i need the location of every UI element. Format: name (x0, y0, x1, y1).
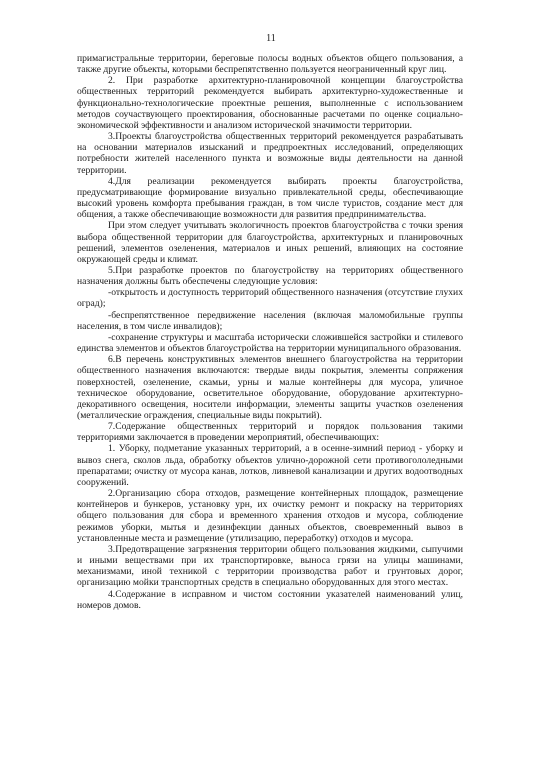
paragraph-item-7-maintenance: 7.Содержание общественных территорий и порядок пользования такими территориями заключается в проведении мероприятий, обеспечивающих: (77, 421, 463, 444)
list-item-heritage: -сохранение структуры и масштаба исторически сложившейся застройки и стилевого единства элементов и объектов благоустройства на территории муниципального образования. (77, 331, 463, 355)
list-item-openness: -открытость и доступность территорий общественного назначения (отсутствие глухих оград); (77, 287, 463, 310)
list-item-free-movement: -беспрепятственное передвижение населения (включая маломобильные группы населения, в том числе инвалидов); (77, 309, 463, 332)
paragraph-item-6-elements: 6.В перечень конструктивных элементов внешнего благоустройства на территории общественного назначения включаются: твердые виды покрытия, элементы сопряжения поверхностей, озеленение, скамьи, урны и малые контейнеры для мусора, уличное техническое оборудование, осветительное оборудование, оборудование архитектурно-декоративного освещения, носители информации, элементы защиты участков озеленения (металлические ограждения, специальные виды покрытий). (77, 354, 463, 421)
paragraph-item-5-conditions: 5.При разработке проектов по благоустройству на территориях общественного назначения должны быть обеспечены следующие условия: (77, 264, 463, 288)
paragraph-ecology: При этом следует учитывать экологичность проектов благоустройства с точки зрения выбора общественной территории для благоустройства, архитектурных и планировочных решений, элементов озеленения, материалов и иных решений, влияющих на состояние окружающей среды и климат. (77, 220, 463, 265)
maintenance-item-1-cleaning: 1. Уборку, подметание указанных территорий, а в осенне-зимний период - уборку и вывоз снега, сколов льда, обработку объектов улично-дорожной сети противогололедными препаратами; очистку от мусора канав, лотков, ливневой канализации и других водоотводных сооружений. (77, 443, 463, 488)
paragraph-intro-continuation: примагистральные территории, береговые полосы водных объектов общего пользования, а также другие объекты, которыми беспрепятственно пользуется неограниченный круг лиц. (77, 53, 463, 76)
paragraph-item-4-implementation: 4.Для реализации рекомендуется выбирать проекты благоустройства, предусматривающие формирование визуально привлекательной среды, обеспечивающие высокий уровень комфорта пребывания граждан, в том числе туристов, создание мест для общения, а также обеспечивающие возможности для развития предпринимательства. (77, 175, 463, 221)
maintenance-item-2-waste: 2.Организацию сбора отходов, размещение контейнерных площадок, размещение контейнеров и бункеров, установку урн, их очистку ремонт и покраску на территориях общего пользования для сбора и временного хранения отходов и мусора, соблюдение режимов уборки, мытья и дезинфекции данных объектов, своевременный вывоз в установленные места и размещение (утилизацию, переработку) отходов и мусора. (77, 488, 463, 544)
paragraph-item-2-concept: 2. При разработке архитектурно-планировочной концепции благоустройства общественных территорий рекомендуется выбирать архитектурно-художественные и функционально-технологические проектные решения, выполненные с использованием методов соучаствующего проектирования, обоснованные расчетами по оценке социально-экономической эффективности и анализом исторической значимости территории. (77, 75, 463, 131)
page-body (77, 53, 463, 611)
paragraph-item-3-projects: 3.Проекты благоустройства общественных территорий рекомендуется разрабатывать на основании материалов изысканий и предпроектных исследований, определяющих потребности жителей населенного пункта и возможные виды деятельности на данной территории. (77, 131, 463, 176)
page-number: 11 (266, 33, 276, 44)
maintenance-item-4-signs: 4.Содержание в исправном и чистом состоянии указателей наименований улиц, номеров домов. (77, 588, 463, 611)
maintenance-item-3-pollution: 3.Предотвращение загрязнения территории общего пользования жидкими, сыпучими и иными веществами при их транспортировке, выноса грязи на улицы машинами, механизмами, иной техникой с территории производства работ и грунтовых дорог, организацию мойки транспортных средств в специально оборудованных для этого местах. (77, 543, 463, 589)
